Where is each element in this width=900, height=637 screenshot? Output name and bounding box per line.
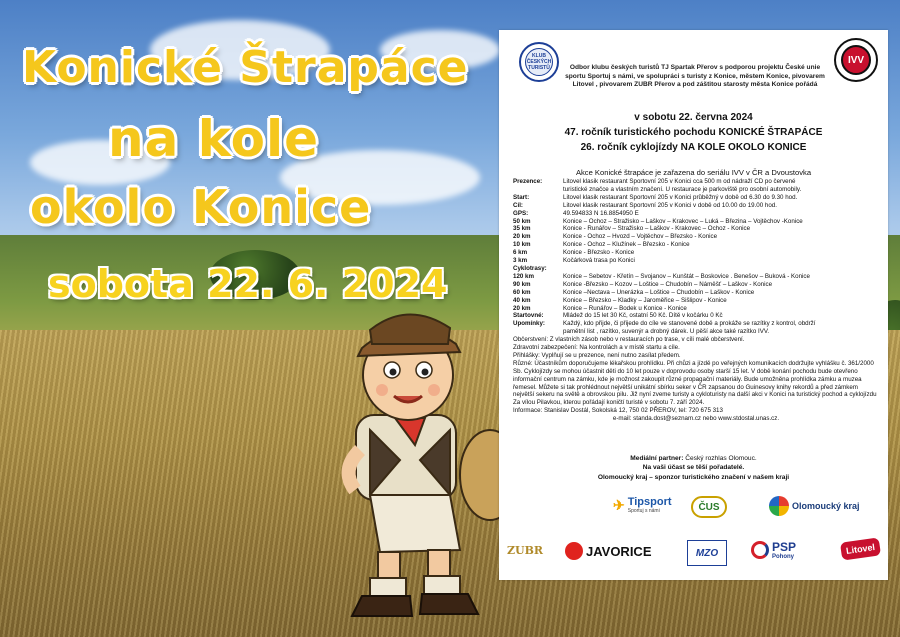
- detail-value: [563, 265, 879, 273]
- event-date-big: sobota 22. 6. 2024: [48, 262, 448, 306]
- detail-row: [513, 202, 879, 210]
- detail-value: Konice -Březsko – Kozov – Loštice – Chudobín – Náměšť – Laškov - Konice: [563, 280, 773, 288]
- detail-key: 120 km: [513, 272, 534, 280]
- detail-value: pamětní list , razítko, suvenýr a drobný dárek. U pěší akce také razítko IVV.: [563, 328, 770, 336]
- detail-value: 49.594833 N 16.8854950 E: [563, 209, 639, 217]
- title-line-3: okolo Konice: [30, 180, 372, 234]
- headline-bike: 26. ročník cyklojízdy NA KOLE OKOLO KONICE: [580, 142, 807, 153]
- kct-logo-icon: [519, 42, 559, 82]
- psp-logo: [751, 540, 796, 560]
- tipsport-icon: ✈: [613, 496, 625, 513]
- ivv-logo-icon: [834, 38, 878, 82]
- detail-value: Konice – Šebetov - Křetín – Svojanov – Kunštát – Boskovice . Benešov – Buková - Konice: [563, 272, 810, 280]
- detail-value: Každý, kdo přijde, či přijede do cíle ve stanovené době a prokáže se razítky z kontrol, obdrží: [563, 320, 816, 328]
- detail-row: [513, 305, 879, 313]
- contact-info: Informace: Stanislav Dostál, Sokolská 12, 750 02 PŘEROV, tel: 720 675 313: [513, 407, 723, 415]
- headline-walk: 47. ročník turistického pochodu KONICKÉ ŠTRAPÁCE: [564, 127, 823, 138]
- mzo-label: MZO: [695, 547, 719, 559]
- detail-value: Konice - Ochoz – Klužínek – Březsko - Konice: [563, 241, 690, 249]
- ivv-logo-text: IVV: [841, 45, 871, 75]
- detail-value: Konice - Ochoz – Hvozd – Vojtěchov – Březsko - Konice: [563, 233, 718, 241]
- detail-row: [513, 233, 879, 241]
- detail-row: [513, 186, 879, 194]
- detail-row: [513, 281, 879, 289]
- javorice-icon: [565, 542, 583, 560]
- javorice-logo: [565, 542, 652, 560]
- detail-row: [513, 225, 879, 233]
- medical-note: Zdravotní zabezpečení: Na kontrolách a v místě startu a cíle.: [513, 344, 680, 352]
- registration-note: Přihlášky: Vyplňují se u prezence, není nutno zasílat předem.: [513, 351, 681, 359]
- zubr-label: ZUBR: [507, 544, 544, 557]
- detail-key: Start:: [513, 193, 530, 201]
- detail-row: [513, 273, 879, 281]
- detail-row: [513, 210, 879, 218]
- cus-logo: [691, 496, 727, 518]
- organizer-text: Odbor klubu českých turistů TJ Spartak Přerov s podporou projektu České unie sportu Sportuj s námi, ve spolupráci s turisty z Konice, městem Konice, pivovarem Litovel , pivovarem ZUBR Přerov a pod záštitou starosty města Konice pořádá: [565, 64, 825, 89]
- javorice-label: JAVORICE: [586, 543, 652, 559]
- olomoucky-kraj-logo: [769, 496, 860, 516]
- cus-label: ČUS: [698, 501, 720, 513]
- detail-key: 60 km: [513, 288, 531, 296]
- detail-key: Cyklotrasy:: [513, 264, 547, 272]
- detail-key: Upomínky:: [513, 320, 545, 328]
- detail-value: Konice – Březsko – Kladky – Jaroměřice – Šišlipov - Konice: [563, 296, 727, 304]
- media-partner-label: Mediální partner:: [630, 455, 684, 462]
- mzo-logo: [687, 540, 727, 566]
- tipsport-label: Tipsport: [627, 496, 672, 508]
- kct-logo-text: KLUB ČESKÝCH TURISTŮ: [525, 48, 553, 76]
- refreshment-note: Občerstvení: Z vlastních zásob nebo v restauracích po trase, v cíli malé občerstvení.: [513, 336, 745, 344]
- title-line-2: na kole: [108, 110, 320, 168]
- detail-key: Prezence:: [513, 178, 543, 185]
- detail-row: [513, 289, 879, 297]
- detail-key: Cíl:: [513, 201, 523, 209]
- detail-key: Startovné:: [513, 312, 544, 320]
- detail-value: Mládež do 15 let 30 Kč, ostatní 50 Kč. Dítě v kočárku 0 Kč: [563, 312, 723, 320]
- detail-key: 3 km: [513, 257, 528, 265]
- title-line-1: Konické Štrapáce: [22, 42, 469, 93]
- detail-value: Konice – Ochoz – Stražisko – Laškov – Krakovec – Luká – Březina – Vojtěchov -Konice: [563, 217, 803, 225]
- detail-value: turistické značce a vlastním značení. U restaurace je parkoviště pro osobní automobily.: [563, 185, 802, 193]
- detail-row: [513, 328, 879, 336]
- detail-key: 35 km: [513, 225, 531, 233]
- detail-row: [513, 265, 879, 273]
- litovel-label: Litovel: [845, 542, 876, 556]
- psp-label: PSP: [772, 540, 797, 554]
- psp-sub: Pohony: [772, 554, 794, 560]
- detail-key: 20 km: [513, 304, 531, 312]
- detail-value: Konice - Březsko - Konice: [563, 249, 635, 257]
- detail-value: Kočárková trasa po Konici: [563, 257, 635, 265]
- detail-row: [513, 257, 879, 265]
- detail-key: [513, 186, 563, 194]
- detail-key: 6 km: [513, 249, 528, 257]
- misc-note: Různé: Účastníkům doporučujeme lékařskou prohlídku. Při chůzi a jízdě po veřejných komunikacích dodržujte vyhlášku č. 361/2000 Sb. Cyklojízdy se mohou účastnit děti do 10 let pouze v doprovodu osoby starší 15 let. V době konání pochodu bude otevřeno informační centrum na zámku, kde je možnost zakoupit různé propagační materiály. Bude umožněna prohlídka zámku a muzea řemesel. Můžete si tak prohlédnout největší unikátní sbírku seker v ČR zapsanou do Guinesovy knihy rekordů a před zámkem největší sekeru na světě a obrovskou pilu. Již nyní zveme turisty a cykloturisty na další akci v Konici na turistický pochod a cyklojízdu Za vílou Pilavkou, kterou pořádají koničtí turisté v sobotu 7. září 2024.: [513, 359, 877, 407]
- detail-row: [513, 297, 879, 305]
- detail-value: Litovel klasik restaurant Sportovní 205 v Konici průběžný v době od 6.30 do 9.30 hod.: [563, 193, 798, 201]
- olomoucky-kraj-label: Olomoucký kraj: [792, 501, 860, 511]
- zubr-logo: [507, 544, 543, 557]
- detail-key: 10 km: [513, 241, 531, 249]
- detail-row: [513, 218, 879, 226]
- detail-row: [513, 320, 879, 328]
- contact-email: e-mail: standa.dost@seznam.cz nebo www.stdostal.unas.cz.: [612, 415, 780, 423]
- hiker-boy-mascot: [300, 300, 520, 637]
- details-list: [513, 178, 879, 336]
- detail-value: Litovel klasik restaurant Sportovní 205 v Konici cca 500 m od nádraží ČD po červené: [563, 178, 796, 185]
- detail-key: 20 km: [513, 233, 531, 241]
- headline-date: v sobotu 22. června 2024: [634, 112, 753, 123]
- detail-value: Litovel klasik restaurant Sportovní 205 v Konici v době od 10.00 do 19.00 hod.: [563, 201, 777, 209]
- olomoucky-kraj-icon: [769, 496, 789, 516]
- detail-value: Konice –Nectava – Unerázka – Loštice – Chudobín – Laškov - Konice: [563, 288, 755, 296]
- info-panel: [499, 30, 888, 580]
- litovel-logo: [840, 537, 881, 560]
- media-partner-line: [499, 454, 888, 463]
- detail-key: 40 km: [513, 296, 531, 304]
- event-details: [513, 178, 879, 423]
- detail-value: Konice – Runářov – Bodek u Konice - Konice: [563, 304, 687, 312]
- psp-icon: [751, 541, 769, 559]
- detail-row: [513, 178, 879, 186]
- detail-key: [513, 328, 563, 336]
- detail-key: GPS:: [513, 209, 529, 217]
- detail-key: 90 km: [513, 280, 531, 288]
- detail-key: 50 km: [513, 217, 531, 225]
- ivv-note: Akce Konické štrapáce je zařazena do seriálu IVV v ČR a Dvoustovka: [575, 168, 812, 177]
- detail-row: [513, 312, 879, 320]
- detail-row: [513, 249, 879, 257]
- thanks-line: Na vaši účast se těší pořadatelé.: [642, 464, 745, 472]
- media-partner-value: Český rozhlas Olomouc.: [685, 455, 757, 462]
- detail-row: [513, 194, 879, 202]
- tipsport-sub: Sportuj s námi: [627, 508, 660, 514]
- tipsport-logo: [613, 496, 672, 514]
- detail-value: Konice - Runářov – Stražisko – Laškov - Krakovec – Ochoz - Konice: [563, 225, 751, 233]
- partner-block: [499, 454, 888, 482]
- detail-row: [513, 241, 879, 249]
- kraj-sponsor-line: Olomoucký kraj – sponzor turistického značení v našem kraji: [597, 473, 790, 481]
